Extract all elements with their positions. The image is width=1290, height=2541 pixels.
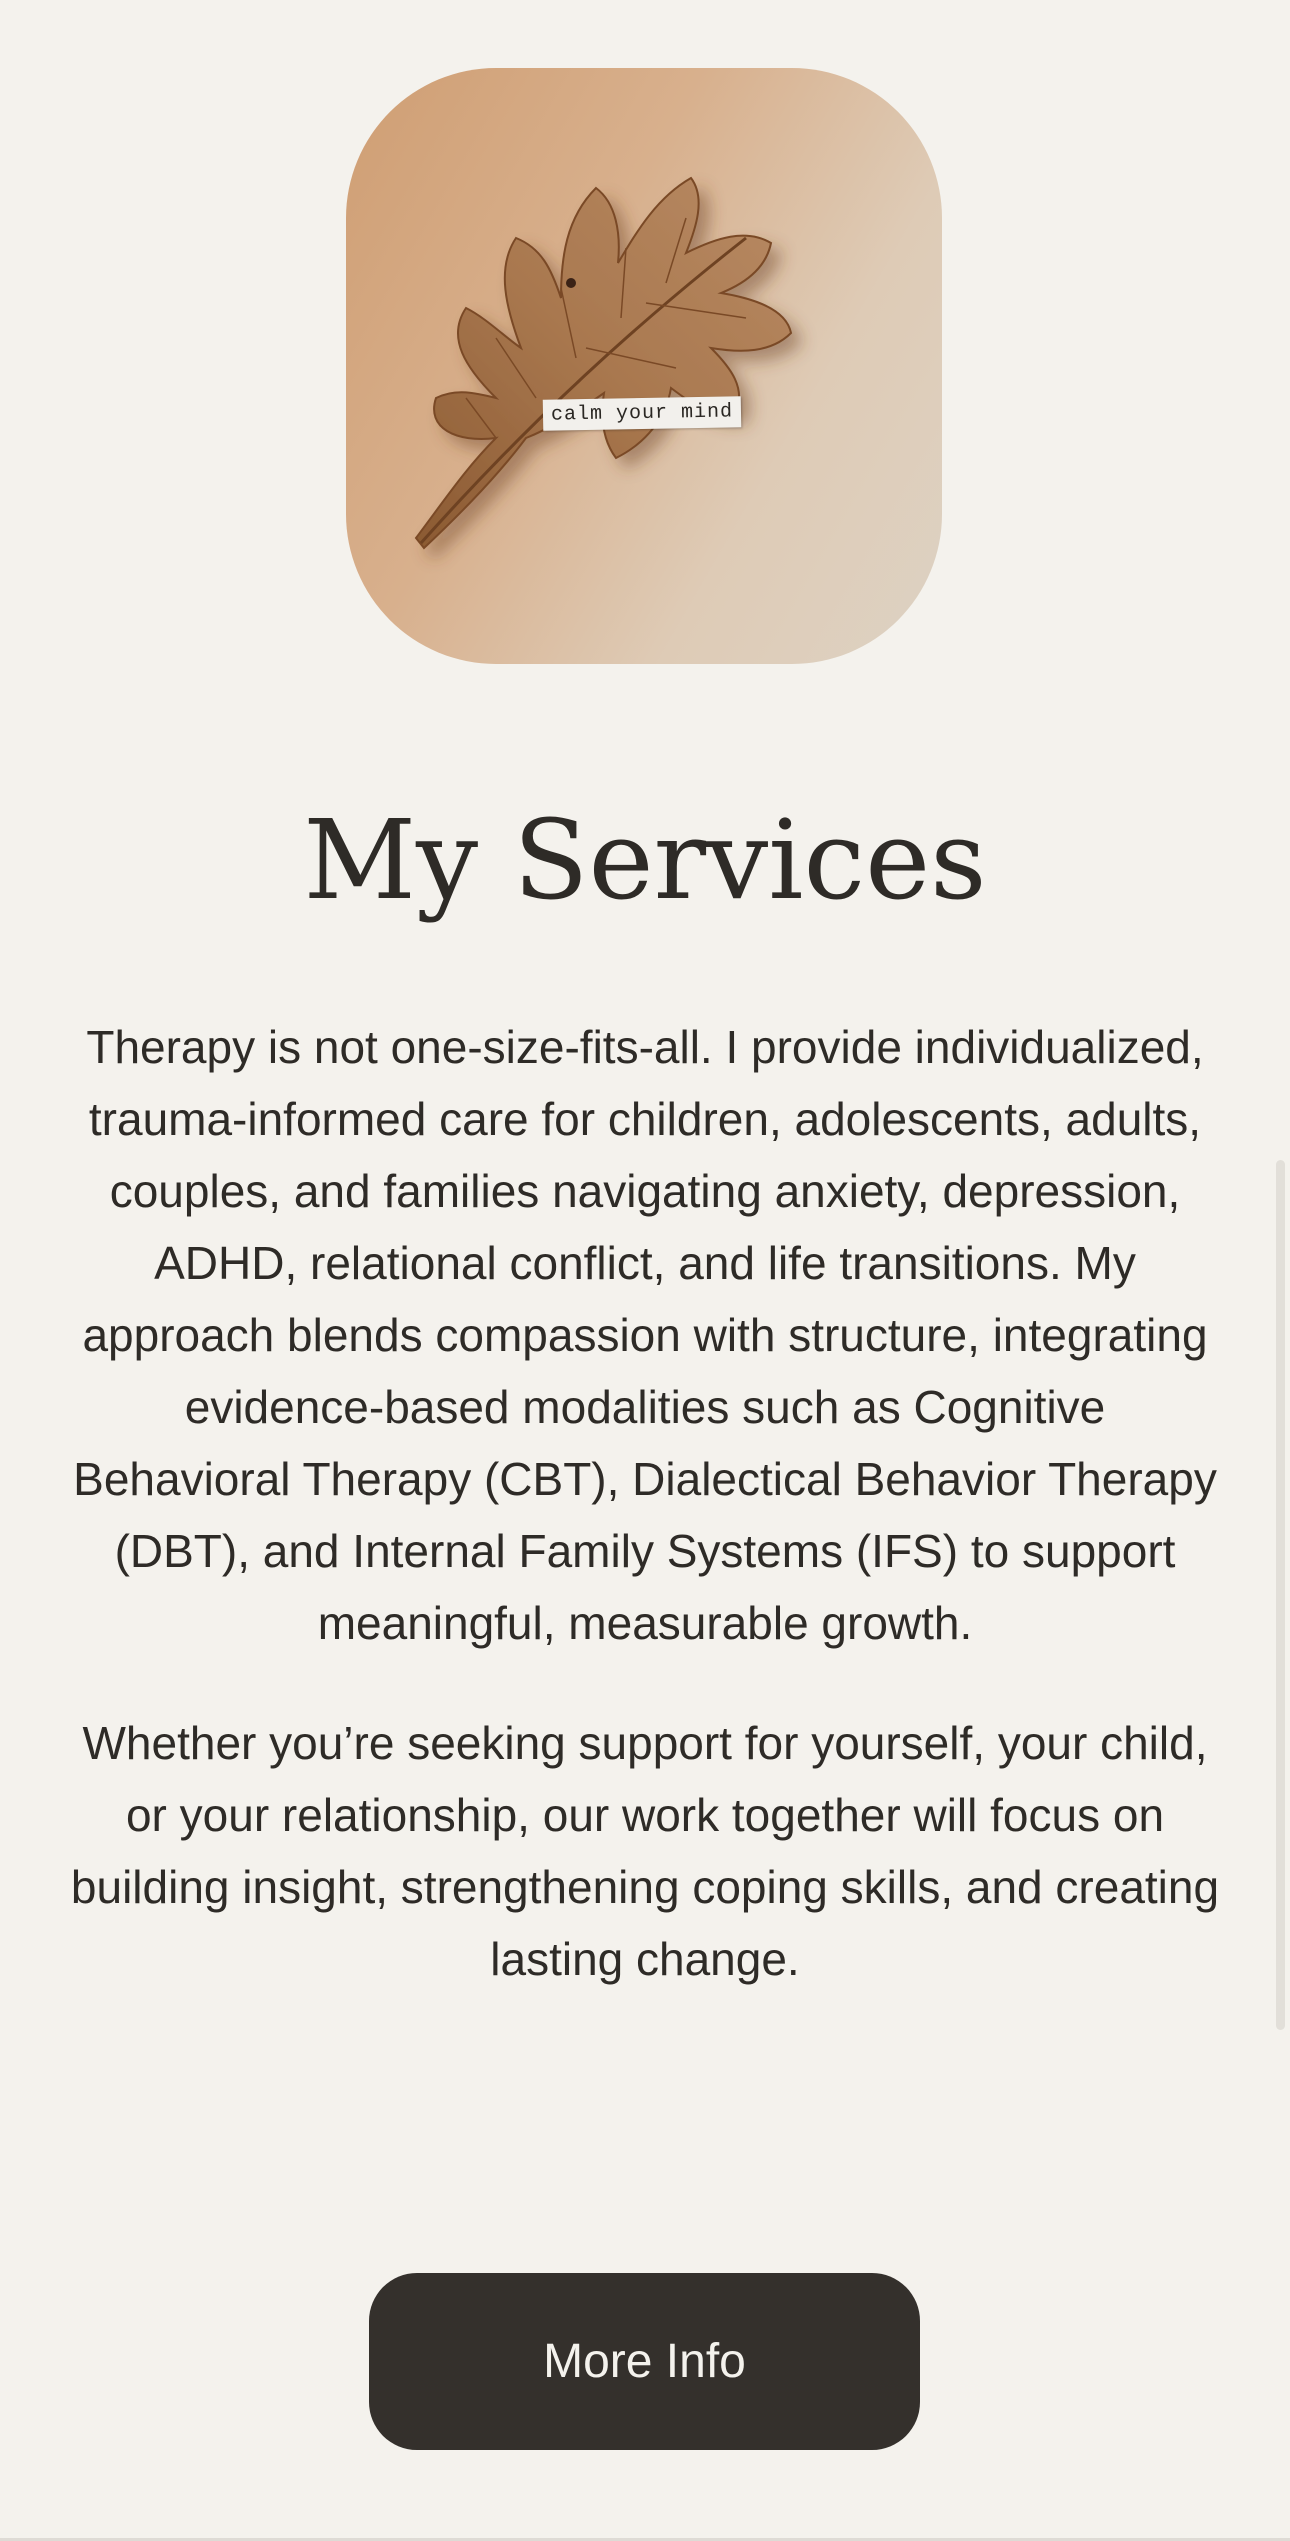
leaf-label: calm your mind [543, 396, 742, 430]
page-title: My Services [303, 796, 987, 924]
more-info-button[interactable]: More Info [369, 2273, 920, 2450]
scrollbar[interactable] [1276, 1160, 1285, 2030]
services-support-text: Whether you’re seeking support for yourself, your child, or your relationship, our work together will focus on building insight, strengthening coping skills, and creating lasting change. [70, 1717, 1220, 1985]
hero-image [346, 68, 942, 664]
services-description: Therapy is not one-size-fits-all. I provide individualized, trauma-informed care for children, adolescents, adults, couples, and families navigating anxiety, depression, ADHD, relational conflict, and life transitions. My approach blends compassion with structure, integrating evidence-based modalities such as Cognitive Behavioral Therapy (CBT), Dialectical Behavior Therapy (DBT), and Internal Family Systems (IFS) to support meaningful, measurable growth. [73, 1021, 1217, 1649]
leaf-icon [346, 68, 942, 664]
